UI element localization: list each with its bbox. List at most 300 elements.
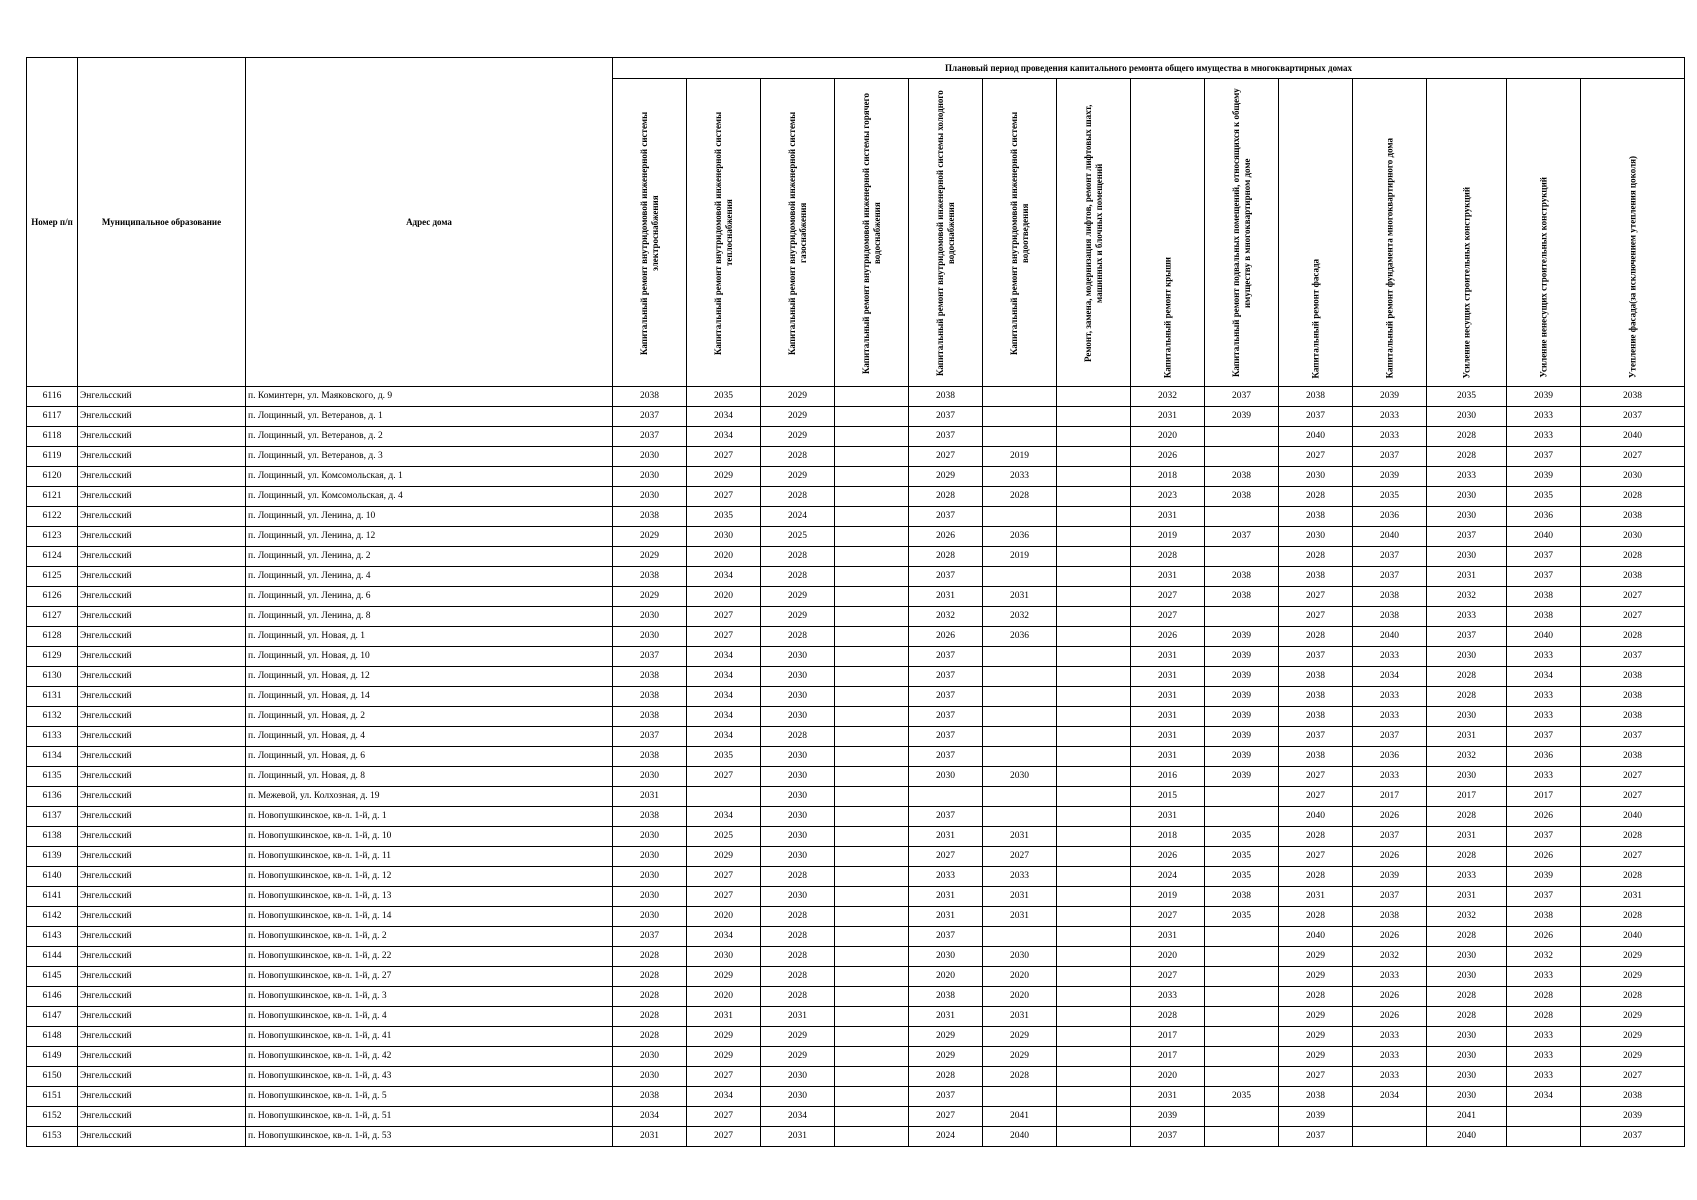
row-year <box>1057 387 1131 407</box>
row-year: 2030 <box>1427 407 1507 427</box>
row-year: 2038 <box>1581 687 1685 707</box>
row-address: п. Лощинный, ул. Ленина, д. 10 <box>246 507 613 527</box>
row-year: 2027 <box>687 447 761 467</box>
row-year <box>835 467 909 487</box>
table-row <box>27 807 1685 827</box>
row-year: 2039 <box>1353 387 1427 407</box>
header-work-label: Усиление несущих строительных конструкций <box>1461 186 1471 378</box>
row-year: 2038 <box>1205 567 1279 587</box>
row-address: п. Лощинный, ул. Комсомольская, д. 4 <box>246 487 613 507</box>
row-year <box>983 927 1057 947</box>
row-number: 6147 <box>27 1007 78 1027</box>
row-year: 2033 <box>983 467 1057 487</box>
row-year: 2027 <box>983 847 1057 867</box>
row-year: 2027 <box>1581 787 1685 807</box>
row-year: 2031 <box>909 827 983 847</box>
header-work-type <box>835 79 909 387</box>
row-year: 2034 <box>687 807 761 827</box>
row-year: 2041 <box>1427 1107 1507 1127</box>
row-year <box>1205 1047 1279 1067</box>
row-municipality: Энгельсский <box>78 847 246 867</box>
row-year: 2038 <box>1507 607 1581 627</box>
row-year: 2039 <box>1507 387 1581 407</box>
header-work-type <box>1353 79 1427 387</box>
header-work-label: Капитальный ремонт внутридомовой инженерной системы электроснабжения <box>638 111 660 355</box>
table-row <box>27 1127 1685 1147</box>
row-number: 6119 <box>27 447 78 467</box>
row-year: 2024 <box>1131 867 1205 887</box>
row-municipality: Энгельсский <box>78 767 246 787</box>
row-year: 2037 <box>1427 527 1507 547</box>
row-year: 2038 <box>613 567 687 587</box>
row-year <box>835 967 909 987</box>
row-address: п. Новопушкинское, кв-л. 1-й, д. 12 <box>246 867 613 887</box>
row-year: 2032 <box>983 607 1057 627</box>
row-year: 2026 <box>909 627 983 647</box>
row-year: 2038 <box>1507 907 1581 927</box>
row-year: 2031 <box>983 887 1057 907</box>
row-year: 2029 <box>1279 967 1353 987</box>
row-year <box>983 707 1057 727</box>
row-year: 2035 <box>1507 487 1581 507</box>
row-year: 2030 <box>1427 507 1507 527</box>
row-year: 2033 <box>1353 707 1427 727</box>
row-year: 2037 <box>909 687 983 707</box>
row-year: 2037 <box>1581 647 1685 667</box>
row-year: 2037 <box>1507 827 1581 847</box>
row-year: 2039 <box>1353 867 1427 887</box>
header-num: Номер п/п <box>27 58 78 387</box>
row-address: п. Новопушкинское, кв-л. 1-й, д. 53 <box>246 1127 613 1147</box>
row-year <box>835 547 909 567</box>
row-year: 2037 <box>909 647 983 667</box>
table-row <box>27 827 1685 847</box>
row-year <box>1057 647 1131 667</box>
row-year <box>1057 1007 1131 1027</box>
row-year: 2026 <box>1353 1007 1427 1027</box>
row-year: 2030 <box>613 1067 687 1087</box>
row-address: п. Новопушкинское, кв-л. 1-й, д. 4 <box>246 1007 613 1027</box>
row-year: 2038 <box>1581 667 1685 687</box>
row-year <box>835 987 909 1007</box>
row-year <box>835 847 909 867</box>
row-year <box>983 407 1057 427</box>
row-year <box>835 407 909 427</box>
row-year: 2030 <box>613 1047 687 1067</box>
row-year: 2037 <box>1353 827 1427 847</box>
row-year: 2037 <box>1353 567 1427 587</box>
header-work-type <box>687 79 761 387</box>
row-year: 2039 <box>1581 1107 1685 1127</box>
row-year <box>1057 467 1131 487</box>
row-year: 2041 <box>983 1107 1057 1127</box>
row-year: 2037 <box>1353 447 1427 467</box>
row-year <box>1057 907 1131 927</box>
row-year: 2028 <box>761 627 835 647</box>
row-year: 2033 <box>1353 647 1427 667</box>
row-year <box>983 807 1057 827</box>
row-year: 2038 <box>1205 487 1279 507</box>
row-year: 2038 <box>613 747 687 767</box>
table-row <box>27 667 1685 687</box>
row-year: 2029 <box>613 547 687 567</box>
table-row <box>27 967 1685 987</box>
row-year: 2028 <box>909 1067 983 1087</box>
row-year: 2033 <box>1353 967 1427 987</box>
row-year: 2027 <box>1131 907 1205 927</box>
row-year <box>1057 1047 1131 1067</box>
row-year: 2033 <box>1131 987 1205 1007</box>
row-year <box>983 567 1057 587</box>
row-year: 2035 <box>1205 1087 1279 1107</box>
row-year: 2033 <box>1427 867 1507 887</box>
row-year: 2030 <box>613 467 687 487</box>
row-address: п. Новопушкинское, кв-л. 1-й, д. 27 <box>246 967 613 987</box>
row-year: 2030 <box>761 1067 835 1087</box>
row-year: 2037 <box>909 727 983 747</box>
row-year: 2030 <box>1427 1087 1507 1107</box>
row-municipality: Энгельсский <box>78 627 246 647</box>
row-year: 2020 <box>1131 947 1205 967</box>
row-year: 2038 <box>1581 567 1685 587</box>
row-year <box>835 587 909 607</box>
row-municipality: Энгельсский <box>78 787 246 807</box>
table-row <box>27 707 1685 727</box>
row-municipality: Энгельсский <box>78 827 246 847</box>
row-year: 2026 <box>1353 847 1427 867</box>
row-year: 2038 <box>613 387 687 407</box>
header-work-type <box>1279 79 1353 387</box>
row-municipality: Энгельсский <box>78 887 246 907</box>
row-year: 2039 <box>1205 647 1279 667</box>
row-year <box>983 1087 1057 1107</box>
row-year: 2027 <box>1131 967 1205 987</box>
header-work-label: Ремонт, замена, модернизация лифтов, ремонт лифтовых шахт, машинных и блочных помещений <box>1082 104 1104 362</box>
row-year: 2027 <box>687 627 761 647</box>
row-municipality: Энгельсский <box>78 987 246 1007</box>
row-year: 2039 <box>1205 667 1279 687</box>
row-year: 2031 <box>983 907 1057 927</box>
row-year <box>835 767 909 787</box>
row-year: 2030 <box>613 887 687 907</box>
row-year: 2037 <box>1507 447 1581 467</box>
row-year: 2034 <box>687 1087 761 1107</box>
row-address: п. Новопушкинское, кв-л. 1-й, д. 14 <box>246 907 613 927</box>
row-year: 2029 <box>1581 947 1685 967</box>
row-year: 2030 <box>687 527 761 547</box>
row-year: 2035 <box>1205 827 1279 847</box>
table-row <box>27 547 1685 567</box>
row-year <box>1057 567 1131 587</box>
row-year: 2034 <box>687 727 761 747</box>
row-year: 2031 <box>1581 887 1685 907</box>
row-year: 2029 <box>687 1027 761 1047</box>
row-year: 2031 <box>687 1007 761 1027</box>
row-year: 2035 <box>687 507 761 527</box>
row-year: 2037 <box>909 407 983 427</box>
row-year: 2040 <box>1507 627 1581 647</box>
row-year <box>835 1007 909 1027</box>
row-year: 2038 <box>1279 707 1353 727</box>
row-year: 2039 <box>1205 407 1279 427</box>
row-year: 2029 <box>1581 1047 1685 1067</box>
row-year: 2034 <box>613 1107 687 1127</box>
row-year: 2037 <box>1353 547 1427 567</box>
row-year <box>1205 1027 1279 1047</box>
row-year <box>835 607 909 627</box>
table-row <box>27 867 1685 887</box>
row-year: 2034 <box>1507 1087 1581 1107</box>
row-year <box>835 427 909 447</box>
row-year <box>1057 627 1131 647</box>
row-year: 2029 <box>761 427 835 447</box>
row-year <box>1057 527 1131 547</box>
row-year: 2029 <box>1279 1007 1353 1027</box>
row-year: 2037 <box>909 747 983 767</box>
row-municipality: Энгельсский <box>78 967 246 987</box>
row-number: 6133 <box>27 727 78 747</box>
row-year: 2033 <box>983 867 1057 887</box>
row-year: 2026 <box>1131 627 1205 647</box>
row-year: 2030 <box>983 947 1057 967</box>
row-year: 2031 <box>1131 667 1205 687</box>
row-year: 2028 <box>761 447 835 467</box>
row-year: 2038 <box>1279 747 1353 767</box>
row-year: 2038 <box>613 707 687 727</box>
row-year: 2038 <box>613 507 687 527</box>
row-year: 2037 <box>909 667 983 687</box>
row-year <box>983 507 1057 527</box>
row-year: 2029 <box>1581 1027 1685 1047</box>
row-year: 2036 <box>983 527 1057 547</box>
row-year: 2031 <box>1131 707 1205 727</box>
row-year <box>1057 887 1131 907</box>
row-year: 2039 <box>1507 467 1581 487</box>
header-work-type <box>1057 79 1131 387</box>
row-year <box>1057 507 1131 527</box>
row-year <box>835 707 909 727</box>
row-year: 2028 <box>1279 867 1353 887</box>
row-year: 2040 <box>983 1127 1057 1147</box>
row-municipality: Энгельсский <box>78 467 246 487</box>
row-year <box>1205 947 1279 967</box>
row-year: 2027 <box>1581 447 1685 467</box>
row-year: 2038 <box>613 667 687 687</box>
row-address: п. Новопушкинское, кв-л. 1-й, д. 22 <box>246 947 613 967</box>
table-row <box>27 1067 1685 1087</box>
row-municipality: Энгельсский <box>78 527 246 547</box>
row-year: 2030 <box>1427 1027 1507 1047</box>
row-year <box>1057 547 1131 567</box>
row-year <box>835 647 909 667</box>
row-number: 6130 <box>27 667 78 687</box>
row-municipality: Энгельсский <box>78 1007 246 1027</box>
row-year <box>1205 927 1279 947</box>
row-year: 2031 <box>1131 647 1205 667</box>
row-year: 2028 <box>1427 427 1507 447</box>
row-number: 6120 <box>27 467 78 487</box>
row-year: 2015 <box>1131 787 1205 807</box>
row-year: 2038 <box>909 387 983 407</box>
row-year: 2032 <box>1507 947 1581 967</box>
row-year <box>1057 1087 1131 1107</box>
row-year: 2033 <box>1507 427 1581 447</box>
row-year <box>1057 787 1131 807</box>
row-year: 2031 <box>983 827 1057 847</box>
row-year: 2029 <box>1279 1047 1353 1067</box>
row-year: 2029 <box>687 967 761 987</box>
row-year <box>1205 607 1279 627</box>
row-year: 2028 <box>1581 867 1685 887</box>
row-year: 2020 <box>1131 427 1205 447</box>
row-year: 2029 <box>761 1047 835 1067</box>
table-header <box>27 58 1685 387</box>
row-year: 2028 <box>761 927 835 947</box>
row-address: п. Новопушкинское, кв-л. 1-й, д. 3 <box>246 987 613 1007</box>
table-row <box>27 947 1685 967</box>
header-work-label: Усиление ненесущих строительных конструкций <box>1538 177 1548 378</box>
row-year: 2037 <box>909 1087 983 1107</box>
row-number: 6149 <box>27 1047 78 1067</box>
row-number: 6139 <box>27 847 78 867</box>
row-year <box>835 1127 909 1147</box>
header-work-label: Капитальный ремонт подвальных помещений, относящихся к общему имуществу в многоквартирном доме <box>1230 88 1252 378</box>
row-year: 2040 <box>1279 427 1353 447</box>
row-year: 2038 <box>1205 587 1279 607</box>
row-year: 2019 <box>1131 887 1205 907</box>
row-address: п. Лощинный, ул. Новая, д. 14 <box>246 687 613 707</box>
header-work-label: Капитальный ремонт крыши <box>1162 256 1172 378</box>
row-year: 2030 <box>613 767 687 787</box>
row-year: 2038 <box>1205 467 1279 487</box>
table-row <box>27 907 1685 927</box>
row-year: 2034 <box>1353 667 1427 687</box>
row-year: 2028 <box>613 1027 687 1047</box>
row-year: 2040 <box>1353 627 1427 647</box>
row-year: 2028 <box>909 547 983 567</box>
row-year <box>1057 607 1131 627</box>
row-year: 2029 <box>761 387 835 407</box>
row-year: 2031 <box>1427 887 1507 907</box>
row-year: 2034 <box>687 407 761 427</box>
row-number: 6152 <box>27 1107 78 1127</box>
row-year: 2038 <box>1279 387 1353 407</box>
row-year <box>835 1027 909 1047</box>
row-year <box>835 787 909 807</box>
row-year: 2038 <box>1353 907 1427 927</box>
row-year: 2033 <box>1427 467 1507 487</box>
table-row <box>27 847 1685 867</box>
row-year <box>1057 987 1131 1007</box>
row-address: п. Коминтерн, ул. Маяковского, д. 9 <box>246 387 613 407</box>
row-year <box>1057 1107 1131 1127</box>
row-year: 2029 <box>761 607 835 627</box>
row-year: 2017 <box>1353 787 1427 807</box>
row-year: 2028 <box>1427 447 1507 467</box>
row-year: 2037 <box>909 927 983 947</box>
row-year: 2028 <box>1131 547 1205 567</box>
row-year: 2028 <box>1427 847 1507 867</box>
row-year: 2018 <box>1131 827 1205 847</box>
row-year <box>1205 987 1279 1007</box>
row-year: 2028 <box>1581 487 1685 507</box>
row-year: 2032 <box>1427 587 1507 607</box>
row-year: 2032 <box>1427 907 1507 927</box>
row-year: 2031 <box>1131 807 1205 827</box>
row-year: 2030 <box>761 887 835 907</box>
row-year: 2027 <box>1279 847 1353 867</box>
row-year <box>835 387 909 407</box>
row-number: 6126 <box>27 587 78 607</box>
row-address: п. Межевой, ул. Колхозная, д. 19 <box>246 787 613 807</box>
row-year: 2030 <box>613 607 687 627</box>
table-row <box>27 787 1685 807</box>
row-year: 2030 <box>761 647 835 667</box>
row-year: 2037 <box>1205 527 1279 547</box>
row-year: 2028 <box>1279 827 1353 847</box>
row-year: 2031 <box>1427 827 1507 847</box>
row-year <box>835 1047 909 1067</box>
row-year <box>835 727 909 747</box>
row-year: 2028 <box>761 967 835 987</box>
row-year <box>835 1067 909 1087</box>
row-year <box>1057 867 1131 887</box>
row-year <box>1205 427 1279 447</box>
row-municipality: Энгельсский <box>78 407 246 427</box>
row-municipality: Энгельсский <box>78 1127 246 1147</box>
row-municipality: Энгельсский <box>78 447 246 467</box>
table-row <box>27 647 1685 667</box>
row-municipality: Энгельсский <box>78 867 246 887</box>
row-year: 2029 <box>909 1047 983 1067</box>
table-row <box>27 427 1685 447</box>
row-year: 2040 <box>1581 427 1685 447</box>
row-year: 2031 <box>761 1007 835 1027</box>
row-year: 2028 <box>613 947 687 967</box>
row-year: 2030 <box>983 767 1057 787</box>
row-address: п. Новопушкинское, кв-л. 1-й, д. 42 <box>246 1047 613 1067</box>
row-year: 2028 <box>761 987 835 1007</box>
row-year: 2033 <box>1507 687 1581 707</box>
row-year: 2030 <box>761 667 835 687</box>
row-year: 2023 <box>1131 487 1205 507</box>
row-number: 6141 <box>27 887 78 907</box>
row-number: 6148 <box>27 1027 78 1047</box>
row-year: 2028 <box>761 907 835 927</box>
row-year <box>983 727 1057 747</box>
row-municipality: Энгельсский <box>78 707 246 727</box>
row-year: 2031 <box>909 587 983 607</box>
row-year: 2024 <box>909 1127 983 1147</box>
row-year: 2031 <box>613 787 687 807</box>
row-year: 2038 <box>1279 567 1353 587</box>
row-year: 2029 <box>687 847 761 867</box>
row-year <box>835 627 909 647</box>
row-year: 2037 <box>1131 1127 1205 1147</box>
row-year: 2030 <box>1279 527 1353 547</box>
row-year: 2038 <box>613 687 687 707</box>
row-address: п. Новопушкинское, кв-л. 1-й, д. 11 <box>246 847 613 867</box>
header-work-label: Капитальный ремонт внутридомовой инженерной системы водоотведения <box>1008 111 1030 355</box>
row-year: 2034 <box>687 427 761 447</box>
row-year: 2031 <box>909 907 983 927</box>
row-year: 2030 <box>1427 547 1507 567</box>
row-year: 2039 <box>1507 867 1581 887</box>
row-year: 2038 <box>1581 1087 1685 1107</box>
row-year: 2020 <box>909 967 983 987</box>
row-year: 2027 <box>1131 587 1205 607</box>
row-year: 2034 <box>687 707 761 727</box>
